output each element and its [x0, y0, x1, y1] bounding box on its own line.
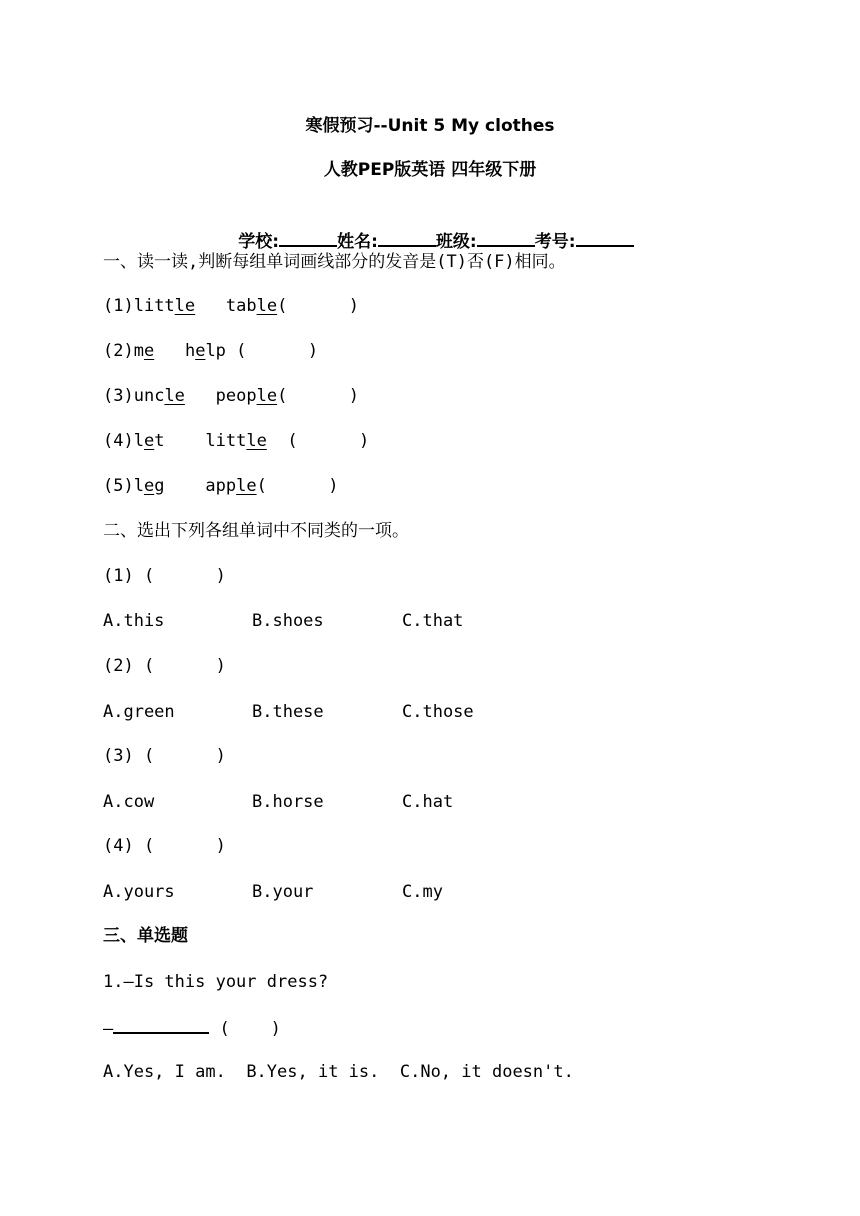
item-number: (1) [103, 296, 134, 316]
option-a[interactable]: A.green [103, 702, 175, 722]
name-blank[interactable] [378, 227, 436, 247]
word2-part: litt [205, 431, 247, 451]
option-c[interactable]: C.those [402, 702, 474, 722]
answer-paren[interactable]: ( ) [236, 341, 319, 361]
word1-part: l [133, 476, 144, 496]
word1-part: m [133, 341, 144, 361]
option-b[interactable]: B.these [252, 702, 324, 722]
item-number: (4) [103, 431, 134, 451]
option-a[interactable]: A.Yes, I am. [103, 1062, 226, 1082]
option-c[interactable]: C.hat [402, 792, 454, 812]
word2-underlined: le [236, 476, 257, 496]
options-row [103, 1060, 574, 1084]
school-label: 学校: [238, 232, 280, 252]
option-a[interactable]: A.cow [103, 792, 155, 812]
word2-part: peop [215, 386, 257, 406]
word2-underlined: le [256, 386, 278, 406]
word2-part: tab [225, 296, 257, 316]
class-label: 班级: [435, 232, 477, 252]
page-subtitle: 人教PEP版英语 四年级下册 [323, 160, 537, 180]
answer-paren[interactable]: ( ) [277, 296, 359, 316]
section1-heading: 一、读一读,判断每组单词画线部分的发音是(T)否(F)相同。 [103, 252, 566, 272]
question-label[interactable]: (4) ( ) [103, 836, 226, 856]
page-title: 寒假预习--Unit 5 My clothes [305, 116, 555, 136]
name-label: 姓名: [337, 232, 378, 252]
word2-rest: lp [205, 341, 226, 361]
answer-paren[interactable]: ( ) [277, 386, 359, 406]
exam-number-label: 考号: [534, 232, 576, 252]
word1-underlined: e [143, 341, 155, 361]
question-label[interactable]: (1) ( ) [103, 566, 226, 586]
word1-rest: t [154, 431, 165, 451]
word1-part: l [133, 431, 144, 451]
word1-underlined: e [143, 431, 155, 451]
word1-part: unc [133, 386, 165, 406]
word1-underlined: le [174, 296, 196, 316]
dash: — [103, 1019, 114, 1039]
word2-part: h [184, 341, 196, 361]
pronunciation-item [103, 429, 369, 453]
answer-paren[interactable]: ( ) [256, 476, 339, 496]
pronunciation-item [103, 384, 359, 408]
question-prompt: 1.—Is this your dress? [103, 972, 329, 992]
question-label[interactable]: (2) ( ) [103, 656, 226, 676]
pronunciation-item [103, 294, 359, 318]
student-info-row [0, 203, 860, 254]
word2-underlined: le [256, 296, 278, 316]
word1-part: litt [133, 296, 175, 316]
word1-underlined: le [164, 386, 185, 406]
class-blank[interactable] [477, 227, 535, 247]
question-label[interactable]: (3) ( ) [103, 746, 226, 766]
option-a[interactable]: A.yours [103, 882, 175, 902]
word1-rest: g [154, 476, 165, 496]
word2-underlined: le [246, 431, 267, 451]
section2-heading: 二、选出下列各组单词中不同类的一项。 [103, 521, 409, 541]
section3-heading: 三、单选题 [103, 926, 188, 946]
option-c[interactable]: C.that [402, 611, 464, 631]
option-c[interactable]: C.No, it doesn't. [399, 1062, 574, 1082]
pronunciation-item [103, 474, 339, 498]
word2-part: app [205, 476, 237, 496]
option-b[interactable]: B.shoes [252, 611, 324, 631]
exam-number-blank[interactable] [576, 227, 634, 247]
option-c[interactable]: C.my [402, 882, 443, 902]
school-blank[interactable] [279, 227, 337, 247]
word1-underlined: e [143, 476, 155, 496]
answer-paren[interactable]: ( ) [287, 431, 370, 451]
word2-underlined: e [195, 341, 206, 361]
option-a[interactable]: A.this [103, 611, 165, 631]
option-b[interactable]: B.your [252, 882, 314, 902]
pronunciation-item [103, 339, 318, 363]
option-b[interactable]: B.horse [252, 792, 324, 812]
option-b[interactable]: B.Yes, it is. [246, 1062, 380, 1082]
answer-line [103, 1014, 281, 1041]
answer-paren[interactable]: ( ) [219, 1019, 281, 1039]
answer-blank[interactable] [113, 1014, 209, 1034]
item-number: (2) [103, 341, 134, 361]
item-number: (5) [103, 476, 134, 496]
item-number: (3) [103, 386, 134, 406]
